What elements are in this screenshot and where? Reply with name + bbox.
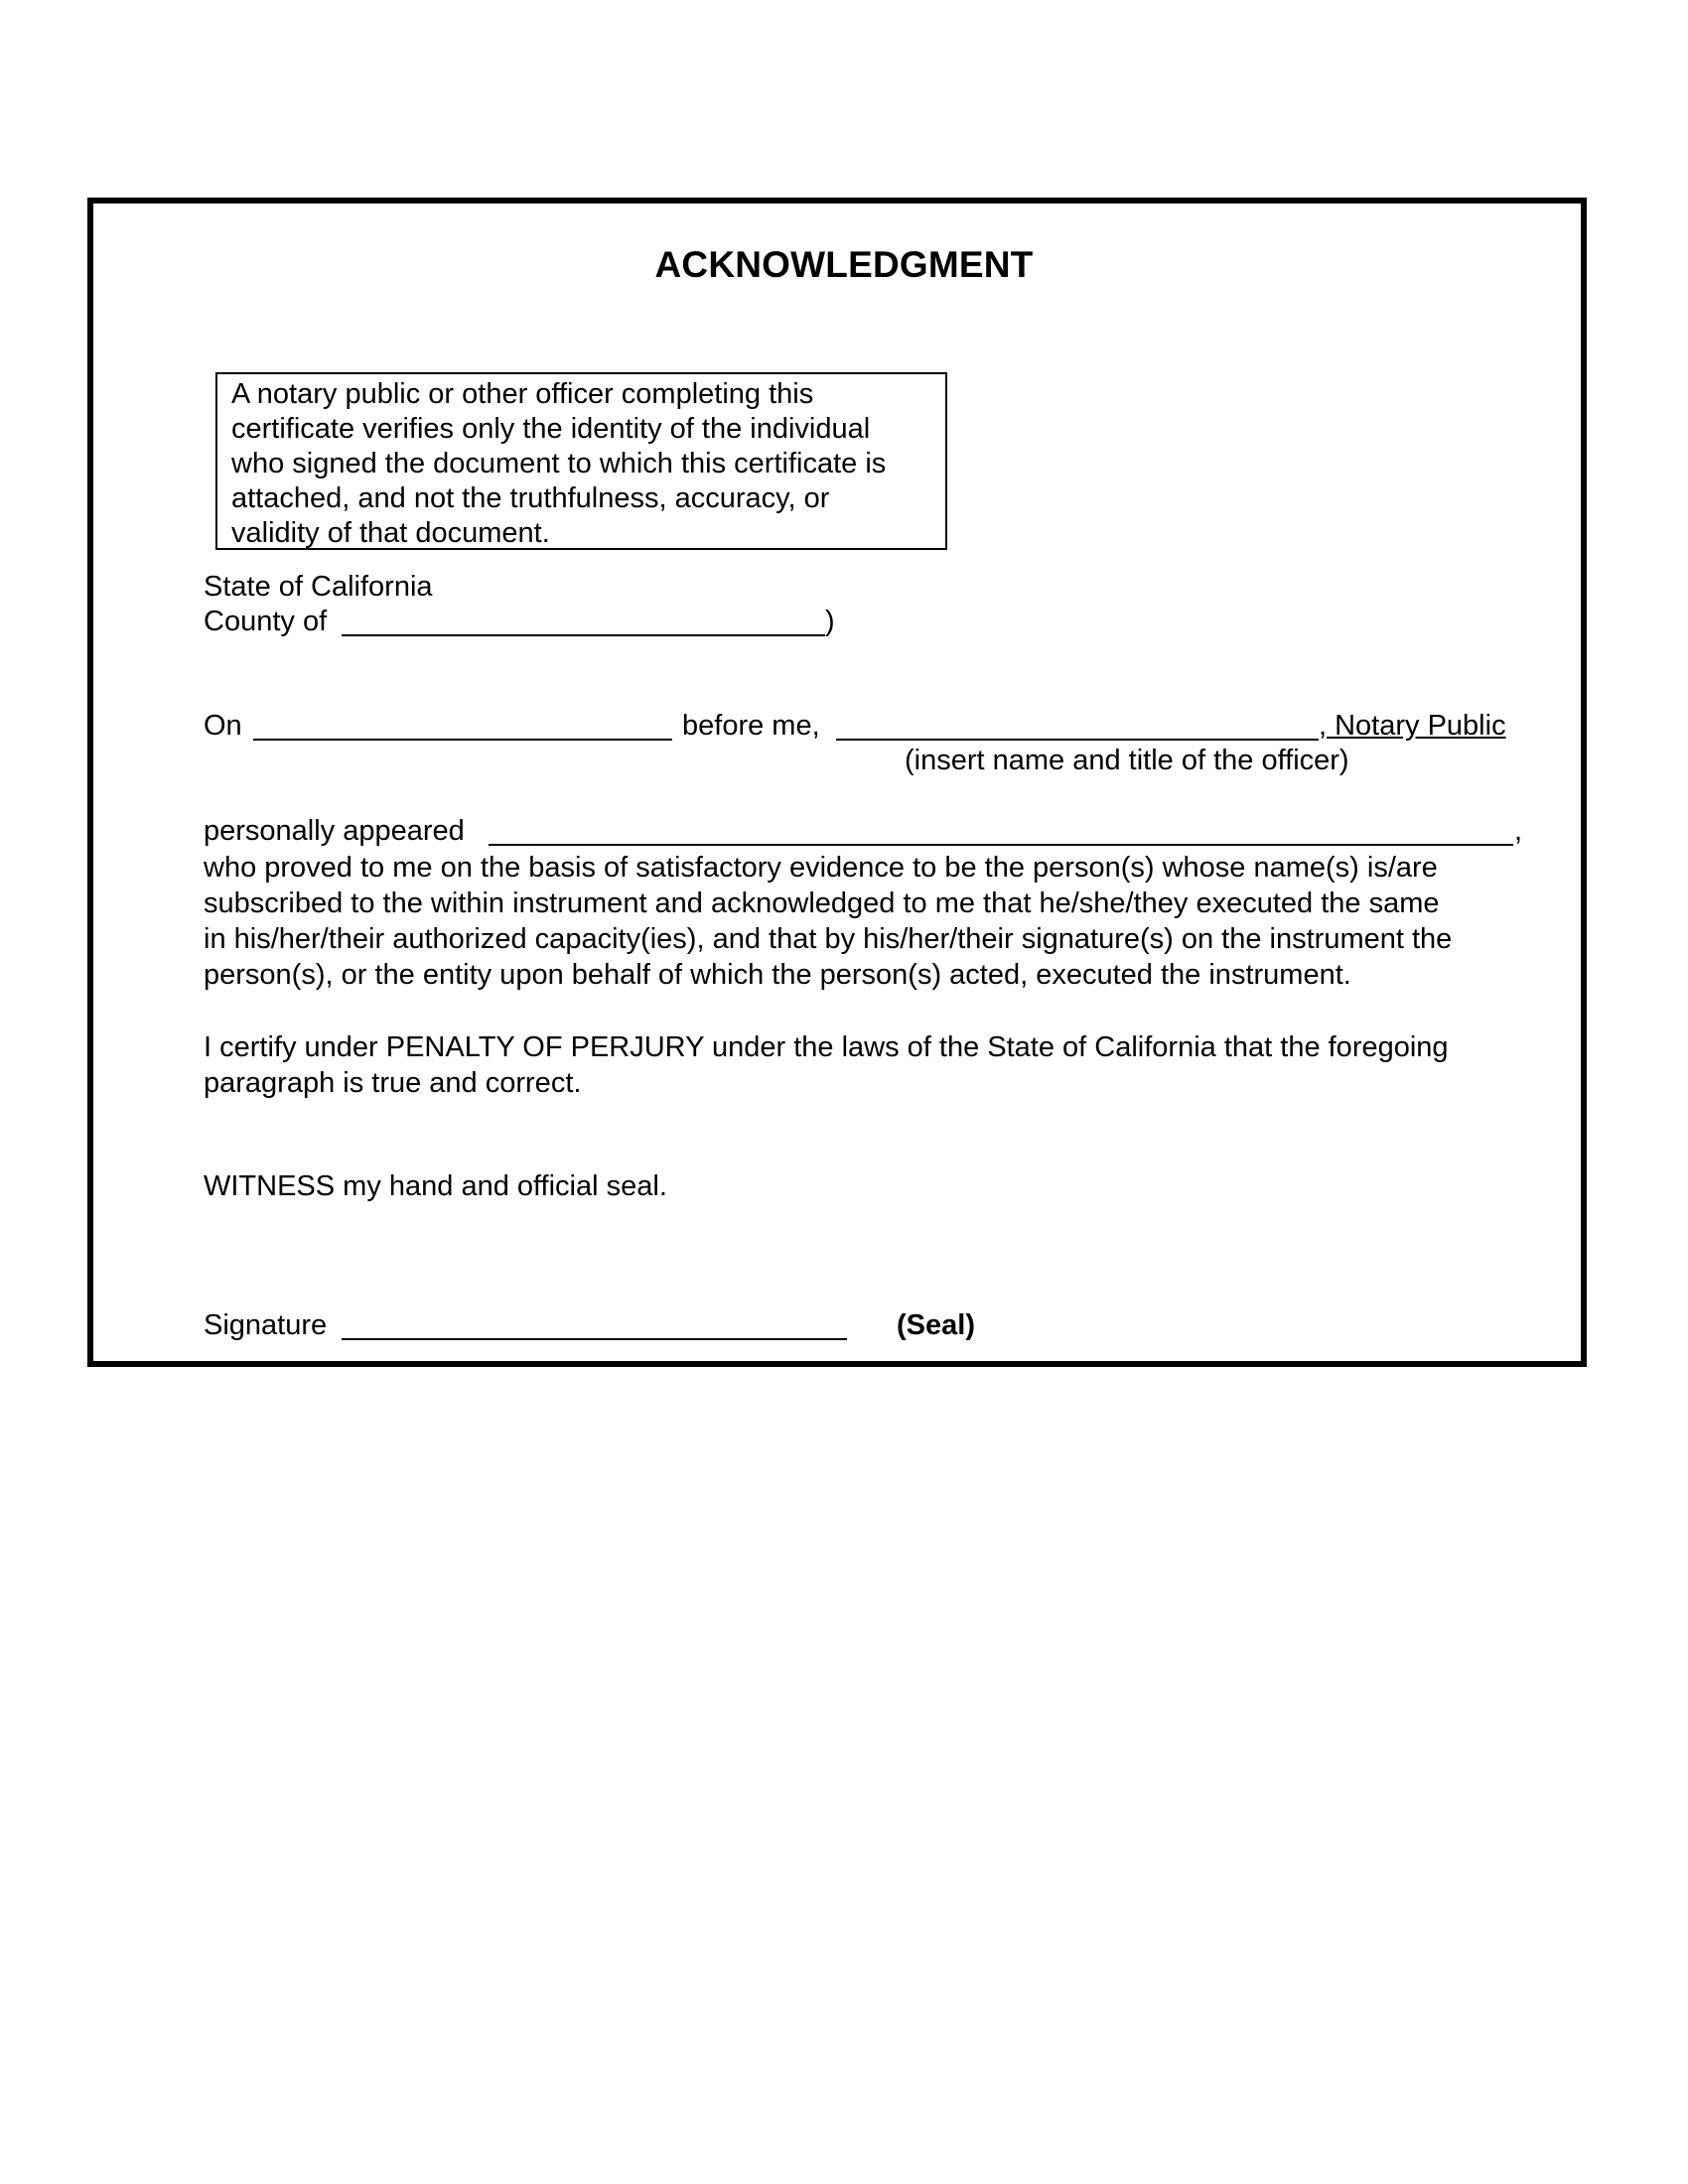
certification-paragraph (204, 1029, 1449, 1101)
evidence-line: person(s), or the entity upon behalf of which the person(s) acted, executed the instrument. (204, 959, 1351, 991)
notice-line: certificate verifies only the identity of the individual (231, 413, 871, 445)
evidence-paragraph (204, 850, 1452, 993)
seal-label: (Seal) (897, 1309, 975, 1341)
certification-line: paragraph is true and correct. (204, 1067, 582, 1099)
date-blank[interactable] (253, 739, 672, 741)
officer-hint: (insert name and title of the officer) (905, 745, 1349, 776)
signer-name-blank[interactable] (489, 844, 1513, 846)
county-blank[interactable] (342, 634, 825, 636)
evidence-line: in his/her/their authorized capacity(ies), and that by his/her/their signature(s) on the instrument the (204, 923, 1453, 955)
on-label: On (204, 710, 242, 742)
county-label: County of (204, 606, 328, 637)
evidence-line: who proved to me on the basis of satisfactory evidence to be the person(s) whose name(s) is/are (204, 852, 1438, 884)
certification-line: I certify under PENALTY OF PERJURY under the laws of the State of California that the foregoing (204, 1031, 1449, 1063)
notary-public-label: , Notary Public (1319, 710, 1506, 742)
notice-line: validity of that document. (231, 517, 550, 549)
signature-blank[interactable] (342, 1338, 847, 1340)
officer-name-blank[interactable] (836, 739, 1319, 741)
signature-label: Signature (204, 1309, 328, 1341)
personally-appeared-label: personally appeared (204, 815, 465, 847)
evidence-line: subscribed to the within instrument and acknowledged to me that he/she/they executed the same (204, 887, 1440, 919)
notice-line: attached, and not the truthfulness, accuracy, or (231, 482, 830, 514)
county-close-paren: ) (825, 606, 835, 637)
state-label: State of California (204, 571, 433, 603)
notice-box (215, 372, 947, 550)
notice-line: A notary public or other officer completing this (231, 378, 814, 410)
trailing-comma: , (1514, 815, 1523, 847)
witness-statement: WITNESS my hand and official seal. (204, 1170, 667, 1202)
notice-line: who signed the document to which this certificate is (231, 448, 887, 479)
page-title: ACKNOWLEDGMENT (654, 244, 1034, 285)
before-me-label: before me, (682, 710, 820, 742)
